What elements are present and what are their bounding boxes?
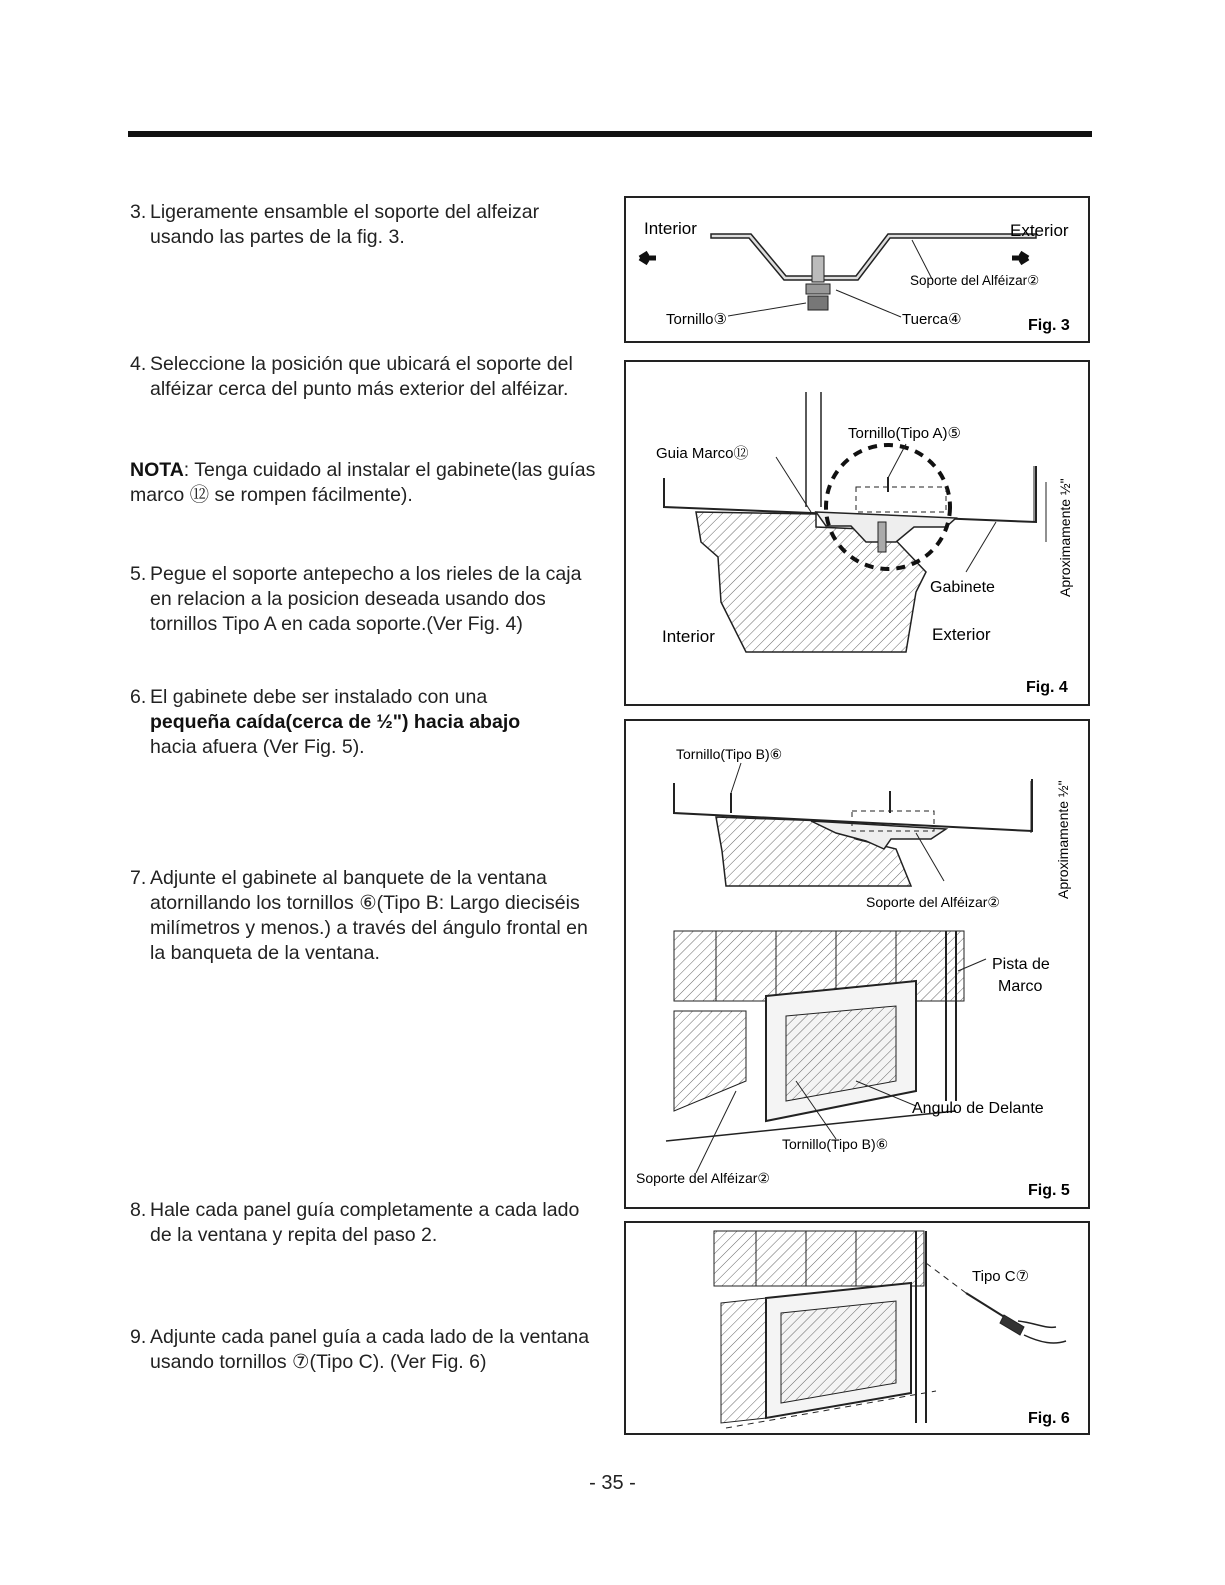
step-text-post: hacia afuera (Ver Fig. 5). bbox=[150, 736, 365, 758]
label-soporte-top: Soporte del Alféizar② bbox=[866, 894, 1000, 910]
step-text: Ligeramente ensamble el soporte del alfeizar usando las partes de la fig. 3. bbox=[150, 201, 540, 248]
step-number: 6. bbox=[130, 686, 147, 708]
top-rule bbox=[128, 131, 1092, 137]
step-text-bold: pequeña caída(cerca de ½") hacia abajo bbox=[150, 711, 521, 733]
label-soporte: Soporte del Alféizar② bbox=[910, 273, 1040, 288]
note-text: : Tenga cuidado al instalar el gabinete(las guías marco ⑫ se rompen fácilmente). bbox=[130, 459, 596, 506]
figure-6 bbox=[624, 1221, 1090, 1435]
leader-line bbox=[966, 522, 996, 572]
step-3 bbox=[130, 200, 590, 250]
figure-3-drawing bbox=[626, 198, 1088, 341]
step-number: 9. bbox=[130, 1326, 147, 1348]
figure-caption: Fig. 3 bbox=[1028, 317, 1070, 334]
step-7 bbox=[130, 866, 590, 966]
label-exterior: Exterior bbox=[1010, 221, 1069, 240]
step-text: Pegue el soporte antepecho a los rieles de la caja en relacion a la posicion deseada usando dos tornillos Tipo A en cada soporte.(Ver Fig. 4) bbox=[150, 563, 582, 635]
page-number: - 35 - bbox=[589, 1472, 636, 1494]
step-text bbox=[150, 685, 590, 760]
step-text: Hale cada panel guía completamente a cada lado de la ventana y repita del paso 2. bbox=[150, 1199, 580, 1246]
step-4 bbox=[130, 352, 590, 402]
step-5 bbox=[130, 562, 590, 637]
figure-3 bbox=[624, 196, 1090, 343]
figure-6-drawing bbox=[626, 1223, 1088, 1433]
step-8 bbox=[130, 1198, 590, 1248]
step-9 bbox=[130, 1325, 590, 1375]
leader-line bbox=[888, 444, 906, 478]
detail-rect bbox=[856, 487, 946, 512]
note-label: NOTA bbox=[130, 459, 184, 481]
step-text-pre: El gabinete debe ser instalado con una bbox=[150, 686, 488, 708]
label-soporte-bottom: Soporte del Alféizar② bbox=[636, 1170, 770, 1186]
label-interior: Interior bbox=[662, 627, 715, 646]
step-text: Adjunte el gabinete al banquete de la ventana atornillando los tornillos ⑥(Tipo B: Largo dieciséis milímetros y menos.) a través del ángulo frontal en la banqueta de la ventana. bbox=[150, 867, 588, 964]
figure-5 bbox=[624, 719, 1090, 1209]
label-tornillo-a: Tornillo(Tipo A)⑤ bbox=[848, 425, 961, 442]
arrow-left-icon bbox=[640, 253, 656, 263]
label-angulo: Angulo de Delante bbox=[912, 1100, 1044, 1117]
label-tornillo-b-bottom: Tornillo(Tipo B)⑥ bbox=[782, 1136, 889, 1152]
nut-shape bbox=[808, 296, 828, 310]
step-number: 5. bbox=[130, 563, 147, 585]
screwdriver-handle-icon bbox=[1000, 1315, 1024, 1335]
figure-caption: Fig. 5 bbox=[1028, 1182, 1070, 1199]
label-exterior: Exterior bbox=[932, 625, 991, 644]
step-number: 8. bbox=[130, 1199, 147, 1221]
label-aproximamente: Aproximamente ½" bbox=[1055, 780, 1071, 899]
step-text: Adjunte cada panel guía a cada lado de la ventana usando tornillos ⑦(Tipo C). (Ver Fig. 6) bbox=[150, 1326, 590, 1373]
bolt-shape bbox=[812, 256, 824, 282]
label-gabinete: Gabinete bbox=[930, 579, 995, 596]
step-number: 3. bbox=[130, 201, 147, 223]
label-aproximamente: Aproximamente ½" bbox=[1057, 478, 1073, 597]
side-panel-shape bbox=[674, 1011, 746, 1111]
figure-4 bbox=[624, 360, 1090, 706]
leader-line bbox=[728, 303, 806, 316]
figure-5-drawing bbox=[626, 721, 1088, 1207]
step-6 bbox=[130, 685, 590, 760]
label-tuerca: Tuerca④ bbox=[902, 311, 962, 328]
label-tornillo: Tornillo③ bbox=[666, 311, 727, 328]
label-interior: Interior bbox=[644, 219, 697, 238]
step-number: 7. bbox=[130, 867, 147, 889]
dashed-line bbox=[926, 1263, 966, 1293]
arrow-right-icon bbox=[1012, 253, 1028, 263]
leader-line bbox=[731, 763, 741, 793]
hand-icon bbox=[1018, 1321, 1066, 1343]
label-guia-marco: Guia Marco⑫ bbox=[656, 445, 749, 462]
bolt-shape bbox=[878, 522, 886, 552]
label-tornillo-b-top: Tornillo(Tipo B)⑥ bbox=[676, 746, 783, 762]
leader-line bbox=[696, 1091, 736, 1173]
leader-line bbox=[836, 290, 901, 317]
figure-caption: Fig. 4 bbox=[1026, 679, 1068, 696]
guide-panel-shape bbox=[721, 1298, 766, 1423]
figure-caption: Fig. 6 bbox=[1028, 1410, 1070, 1427]
leader-line bbox=[916, 833, 944, 881]
step-number: 4. bbox=[130, 353, 147, 375]
label-marco: Marco bbox=[998, 978, 1043, 995]
window-panes-shape bbox=[714, 1231, 924, 1286]
label-pista: Pista de bbox=[992, 956, 1050, 973]
step-text: Seleccione la posición que ubicará el soporte del alféizar cerca del punto más exterior del alféizar. bbox=[150, 353, 573, 400]
note bbox=[130, 458, 600, 508]
figure-4-drawing bbox=[626, 362, 1088, 704]
label-tipo-c: Tipo C⑦ bbox=[972, 1268, 1030, 1285]
washer-shape bbox=[806, 284, 830, 294]
screwdriver-shaft bbox=[966, 1293, 1006, 1318]
